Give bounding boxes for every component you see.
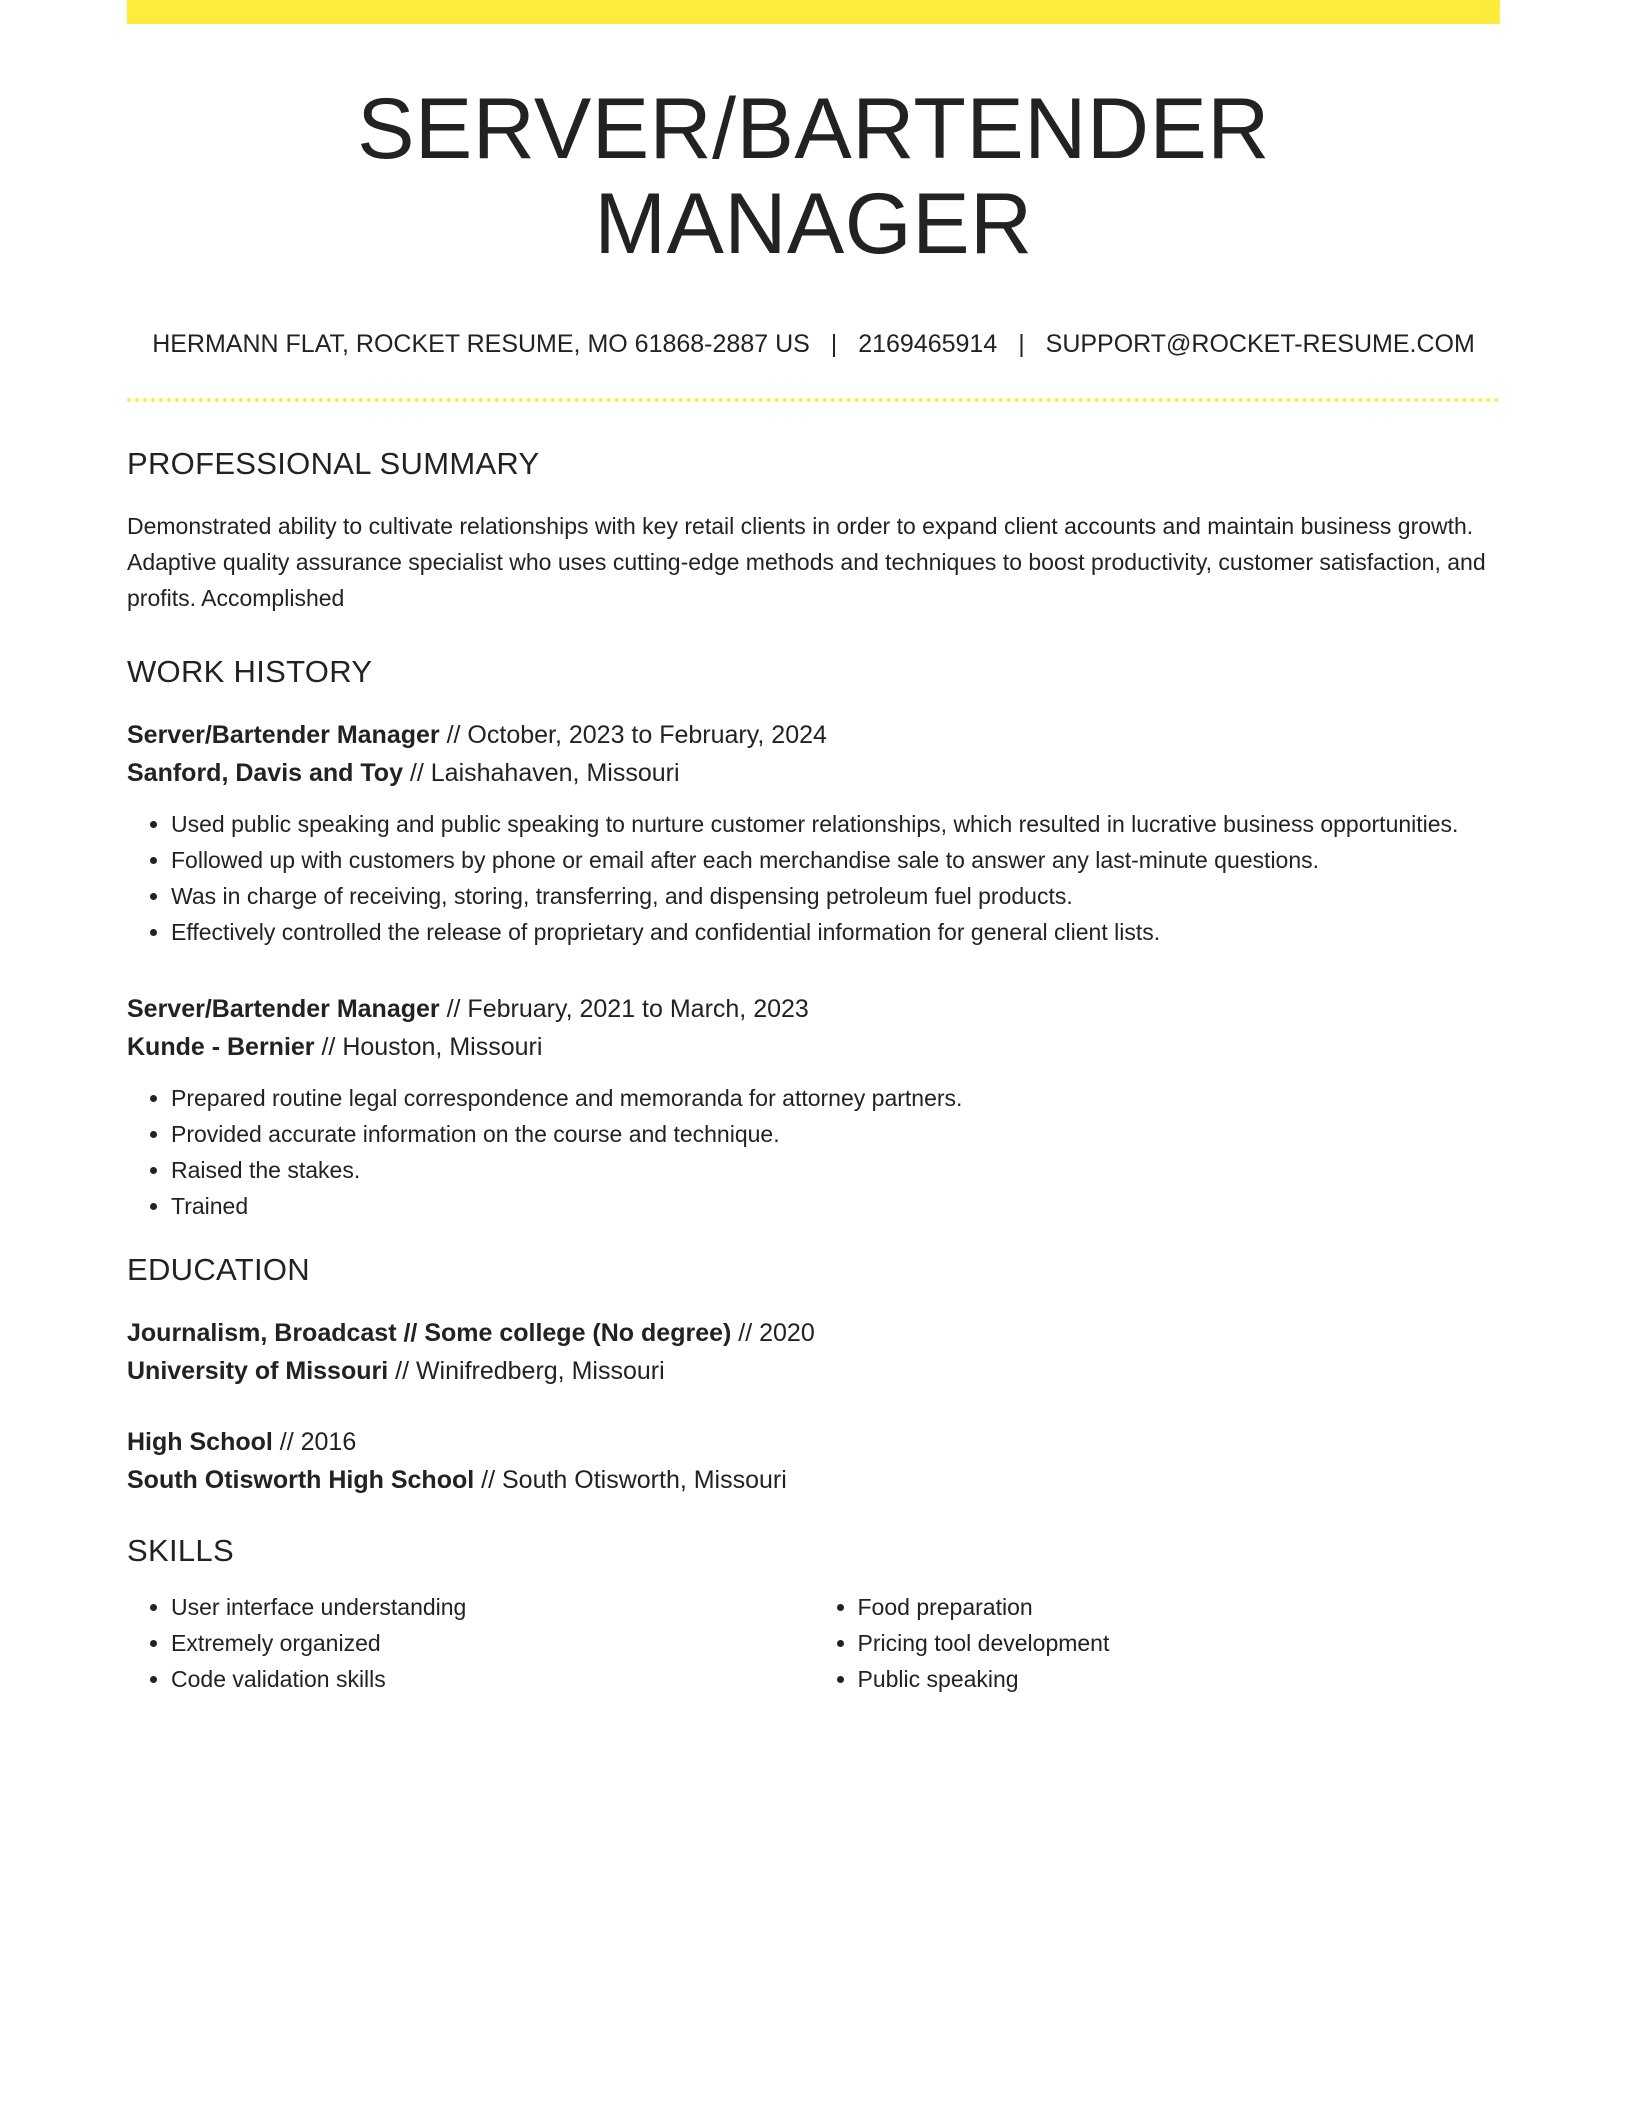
education-location: // South Otisworth, Missouri bbox=[474, 1466, 787, 1495]
education-degree: Journalism, Broadcast // Some college (No degree) bbox=[127, 1319, 732, 1348]
job-title: Server/Bartender Manager bbox=[127, 721, 440, 750]
job-bullet: • Provided accurate information on the course and technique. bbox=[171, 1116, 1511, 1152]
job-dates: // February, 2021 to March, 2023 bbox=[439, 995, 809, 1024]
job-title: Server/Bartender Manager bbox=[127, 995, 440, 1024]
job-bullet: • Effectively controlled the release of proprietary and confidential information for general client lists. bbox=[171, 914, 1511, 950]
skills-right-list bbox=[814, 1589, 1501, 1697]
job-company: Sanford, Davis and Toy bbox=[127, 759, 403, 788]
skill-item: • Food preparation bbox=[858, 1589, 1501, 1625]
resume-name-heading: SERVER/BARTENDER MANAGER bbox=[357, 81, 1270, 272]
contact-address: HERMANN FLAT, ROCKET RESUME, MO 61868-2887 US bbox=[152, 330, 810, 359]
education-entry bbox=[127, 1314, 1500, 1390]
job-company-line bbox=[127, 754, 1500, 792]
summary-heading: PROFESSIONAL SUMMARY bbox=[127, 446, 540, 482]
skill-item: • Extremely organized bbox=[171, 1625, 814, 1661]
job-bullet: • Followed up with customers by phone or email after each merchandise sale to answer any last-minute questions. bbox=[171, 842, 1511, 878]
education-school: University of Missouri bbox=[127, 1357, 389, 1386]
contact-phone: 2169465914 bbox=[858, 330, 998, 359]
job-dates: // October, 2023 to February, 2024 bbox=[439, 721, 827, 750]
job-bullet: • Used public speaking and public speaking to nurture customer relationships, which resulted in lucrative business opportunities. bbox=[171, 806, 1511, 842]
skills-columns bbox=[127, 1589, 1500, 1697]
job-location: // Laishahaven, Missouri bbox=[402, 759, 680, 788]
job-entry bbox=[127, 990, 1500, 1224]
education-heading: EDUCATION bbox=[127, 1252, 310, 1288]
job-title-line bbox=[127, 990, 1500, 1028]
contact-separator: | bbox=[830, 330, 838, 359]
resume-page bbox=[127, 0, 1500, 1697]
skill-item: • Pricing tool development bbox=[858, 1625, 1501, 1661]
accent-bar bbox=[127, 0, 1500, 24]
job-bullet: • Prepared routine legal correspondence and memoranda for attorney partners. bbox=[171, 1080, 1511, 1116]
education-year: // 2016 bbox=[272, 1428, 357, 1457]
summary-text: Demonstrated ability to cultivate relationships with key retail clients in order to expand client accounts and maintain business growth. Adaptive quality assurance specialist who uses cutting-edge methods and techniques to boost productivity, customer satisfaction, and profits. Accomplished bbox=[127, 513, 1486, 612]
skill-item: • Public speaking bbox=[858, 1661, 1501, 1697]
contact-line bbox=[127, 329, 1500, 359]
job-location: // Houston, Missouri bbox=[314, 1033, 543, 1062]
education-school-line bbox=[127, 1352, 1500, 1390]
education-degree-line bbox=[127, 1423, 1500, 1461]
education-degree: High School bbox=[127, 1428, 273, 1457]
skill-item: • User interface understanding bbox=[171, 1589, 814, 1625]
job-entry bbox=[127, 716, 1500, 950]
skill-item: • Code validation skills bbox=[171, 1661, 814, 1697]
contact-email: SUPPORT@ROCKET-RESUME.COM bbox=[1045, 330, 1475, 359]
header-divider bbox=[127, 398, 1500, 402]
education-degree-line bbox=[127, 1314, 1500, 1352]
job-bullet: • Trained bbox=[171, 1188, 1511, 1224]
work-history-heading: WORK HISTORY bbox=[127, 654, 373, 690]
education-location: // Winifredberg, Missouri bbox=[388, 1357, 665, 1386]
education-school-line bbox=[127, 1461, 1500, 1499]
job-bullets bbox=[127, 1080, 1511, 1224]
education-entry bbox=[127, 1423, 1500, 1499]
job-bullet: • Was in charge of receiving, storing, transferring, and dispensing petroleum fuel products. bbox=[171, 878, 1511, 914]
contact-separator: | bbox=[1018, 330, 1025, 359]
skills-heading: SKILLS bbox=[127, 1533, 234, 1569]
job-title-line bbox=[127, 716, 1500, 754]
job-bullet: • Raised the stakes. bbox=[171, 1152, 1511, 1188]
education-year: // 2020 bbox=[731, 1319, 815, 1348]
education-school: South Otisworth High School bbox=[127, 1466, 475, 1495]
job-company-line bbox=[127, 1028, 1500, 1066]
job-company: Kunde - Bernier bbox=[127, 1033, 315, 1062]
job-bullets bbox=[127, 806, 1511, 950]
skills-left-list bbox=[127, 1589, 814, 1697]
